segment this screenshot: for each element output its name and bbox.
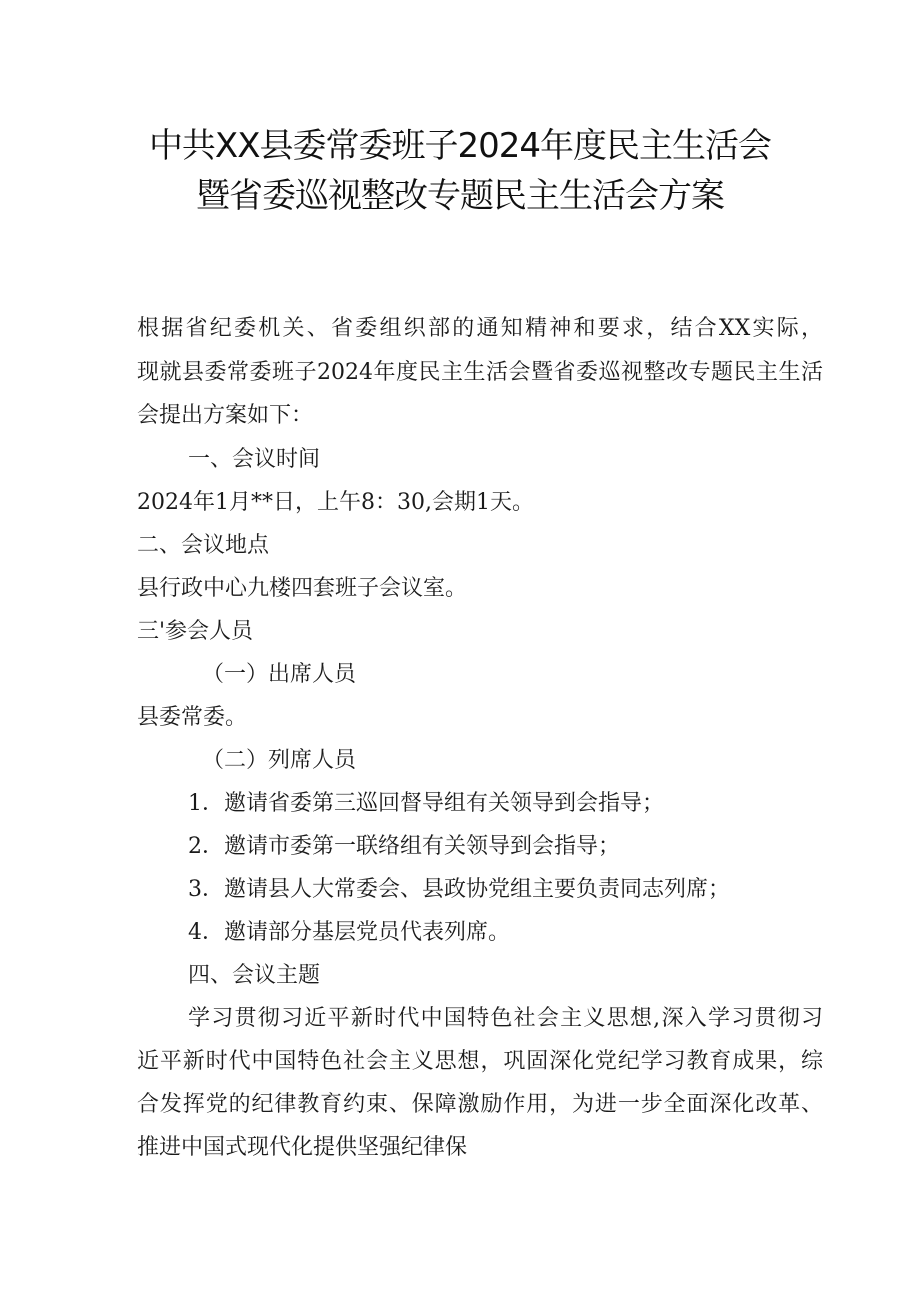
meeting-time-text: 2024年1月**日，上午8：30,会期1天。 (137, 490, 534, 515)
meeting-location-text: 县行政中心九楼四套班子会议室。 (137, 576, 468, 601)
subheading-observers: （二）列席人员 (202, 748, 357, 773)
theme-line-2: 近平新时代中国特色社会主义思想，巩固深化党纪学习教育成果，综 (137, 1049, 823, 1074)
section-heading-location: 二、会议地点 (137, 533, 270, 558)
document-title-line2: 暨省委巡视整改专题民主生活会方案 (196, 176, 724, 216)
observer-item-1: 1．邀请省委第三巡回督导组有关领导到会指导； (188, 791, 664, 816)
theme-line-1: 学习贯彻习近平新时代中国特色社会主义思想,深入学习贯彻习 (188, 1006, 823, 1031)
attending-text: 县委常委。 (137, 705, 248, 730)
document-title-line1: 中共XX县委常委班子2024年度民主生活会 (148, 126, 772, 166)
section-heading-attendees: 三'参会人员 (137, 619, 254, 644)
intro-line-3: 会提出方案如下： (137, 403, 314, 428)
section-heading-time: 一、会议时间 (188, 447, 321, 472)
theme-line-3: 合发挥党的纪律教育约束、保障激励作用，为进一步全面深化改革、 (137, 1092, 823, 1117)
subheading-attending: （一）出席人员 (202, 662, 357, 687)
intro-line-1: 根据省纪委机关、省委组织部的通知精神和要求，结合XX实际， (137, 316, 823, 341)
observer-item-3: 3．邀请县人大常委会、县政协党组主要负责同志列席； (188, 877, 730, 902)
intro-line-2: 现就县委常委班子2024年度民主生活会暨省委巡视整改专题民主生活 (137, 360, 823, 385)
observer-item-2: 2．邀请市委第一联络组有关领导到会指导； (188, 834, 620, 859)
theme-line-4: 推进中国式现代化提供坚强纪律保 (137, 1135, 468, 1160)
observer-item-4: 4．邀请部分基层党员代表列席。 (188, 920, 510, 945)
section-heading-theme: 四、会议主题 (188, 963, 321, 988)
